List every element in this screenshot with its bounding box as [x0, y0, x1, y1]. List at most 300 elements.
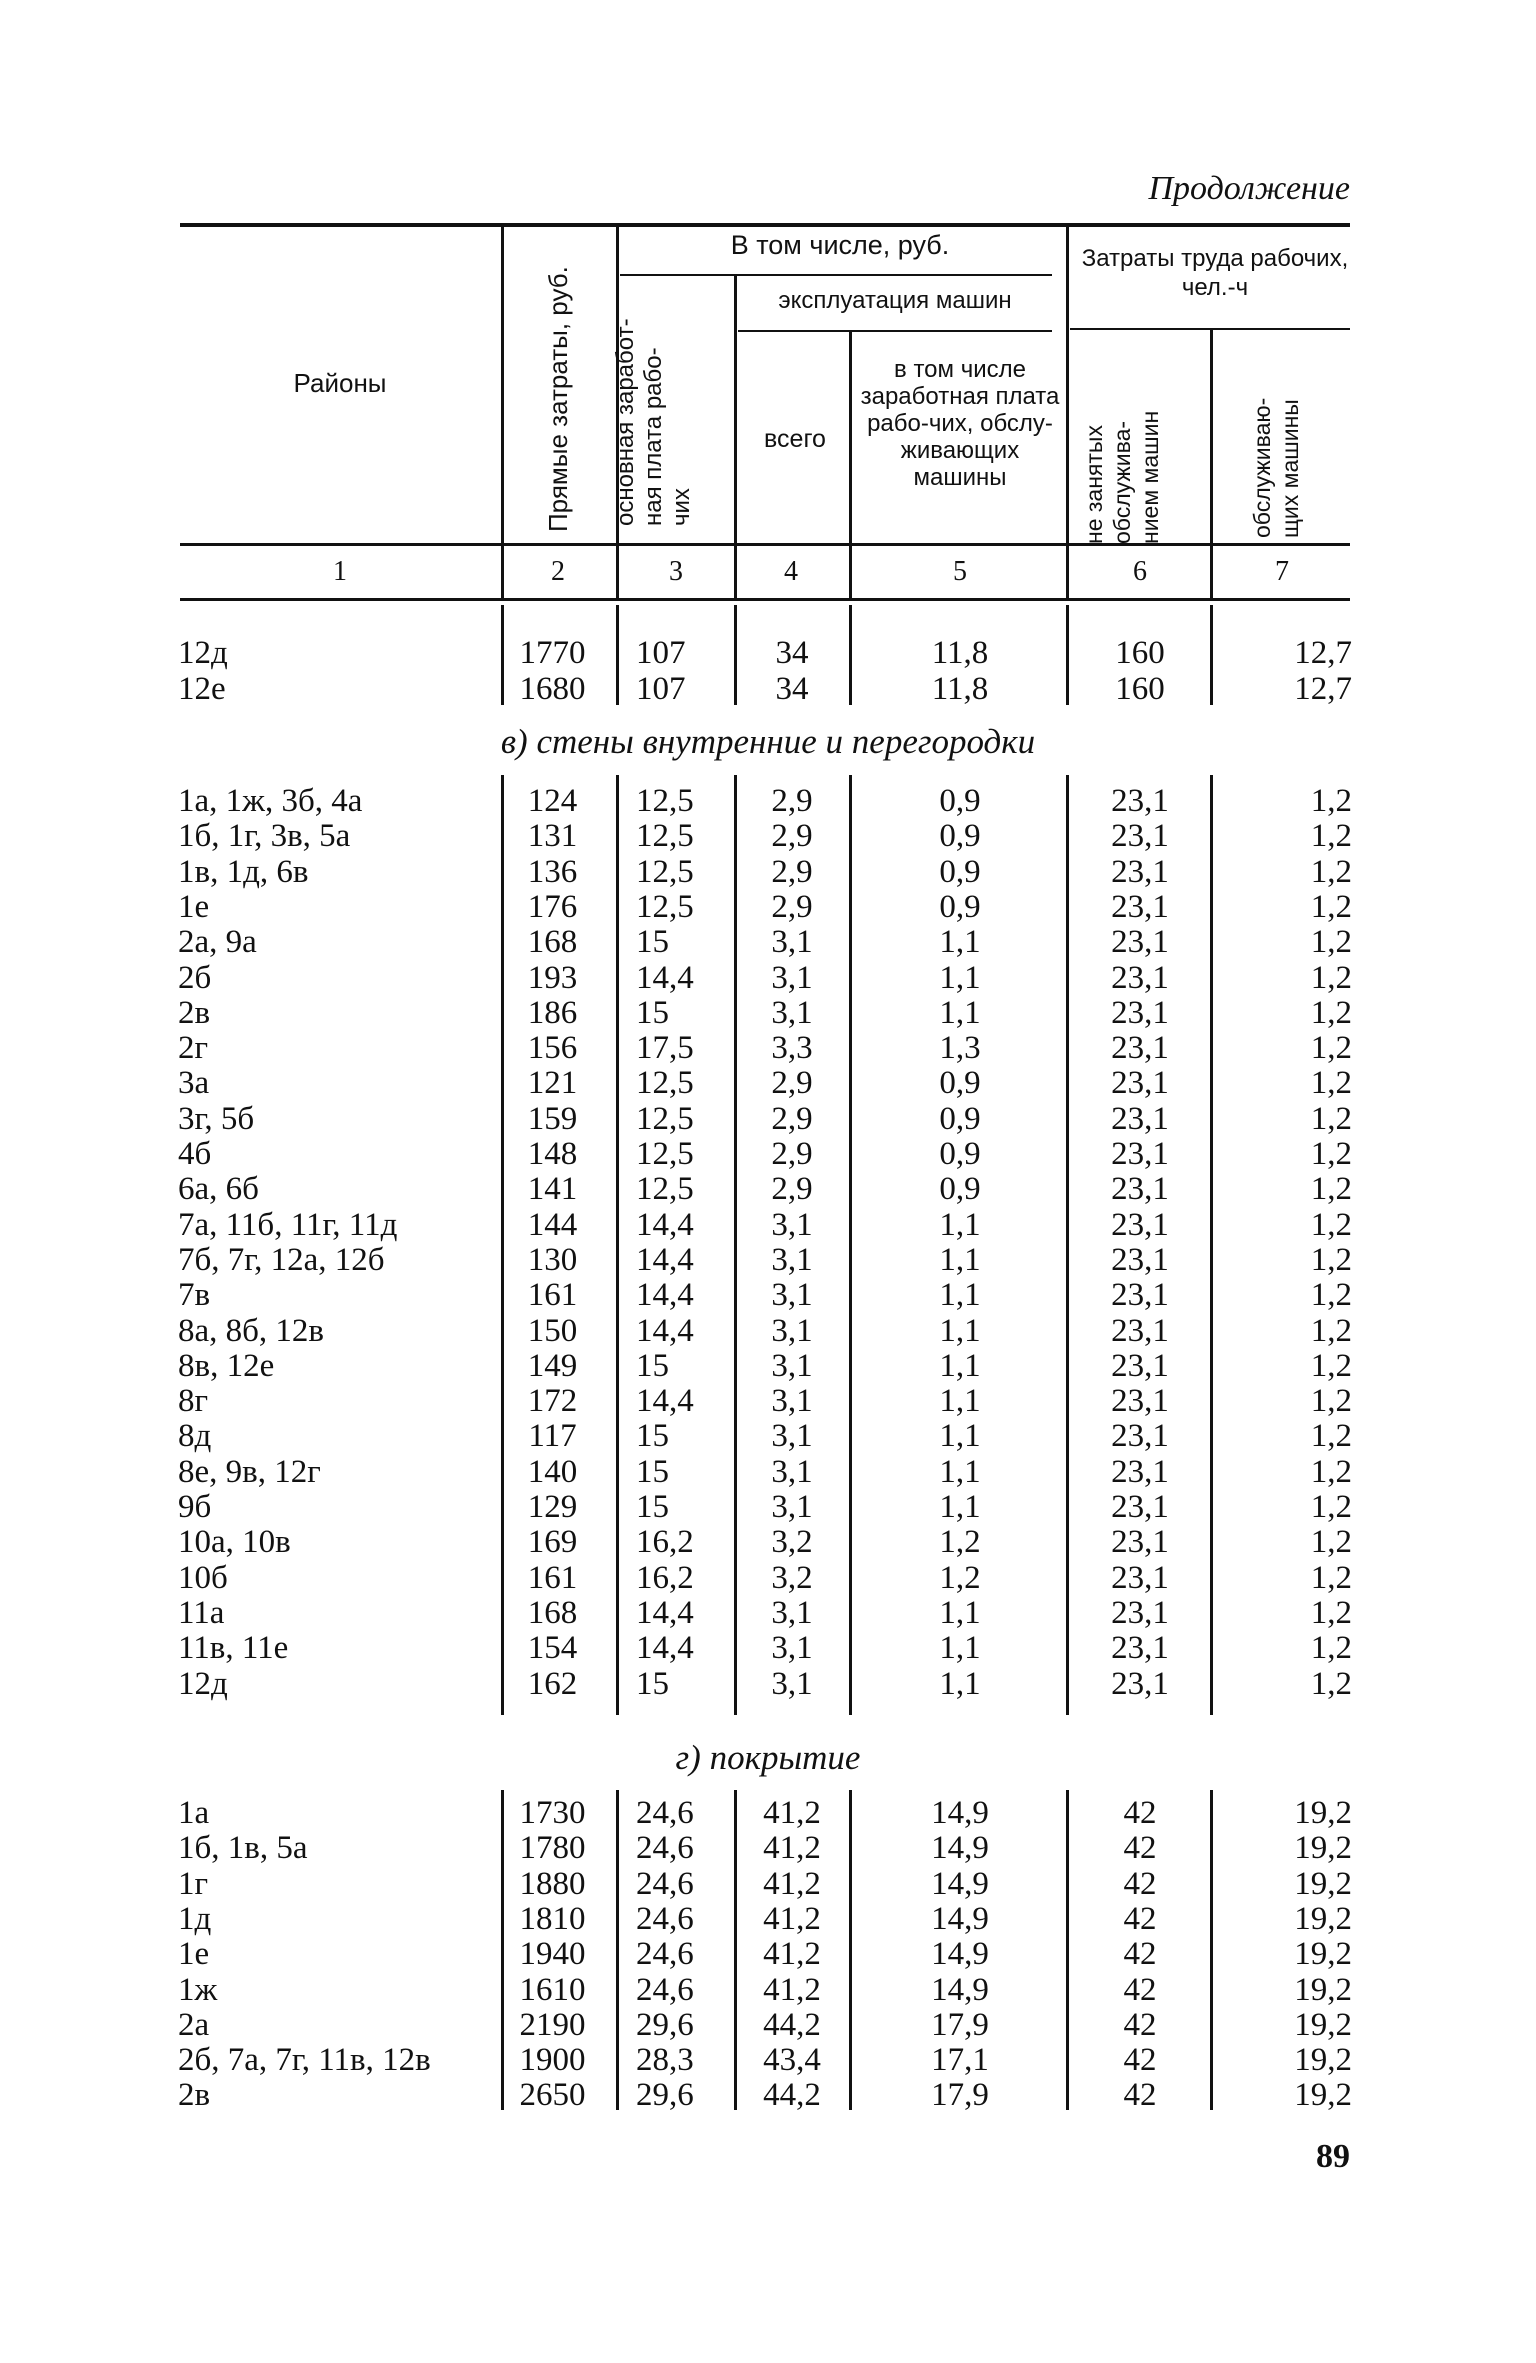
district-cell: 1е — [178, 888, 210, 925]
value-cell: 17,9 — [931, 2077, 989, 2114]
value-cell: 17,5 — [636, 1030, 694, 1067]
value-cell: 23,1 — [1111, 1524, 1169, 1561]
value-cell: 11,8 — [931, 635, 989, 671]
value-cell: 14,4 — [636, 1312, 694, 1349]
district-cell: 2в — [178, 994, 211, 1031]
district-cell: 1а — [178, 1795, 210, 1831]
value-cell: 3,1 — [771, 1453, 813, 1490]
value-cell: 1,2 — [1310, 1136, 1352, 1172]
page-number: 89 — [1316, 2138, 1350, 2175]
value-cell: 12,5 — [636, 1136, 694, 1172]
district-cell: 1б, 1г, 3в, 5а — [178, 818, 351, 855]
value-cell: 1,2 — [1310, 1206, 1352, 1243]
value-cell: 2,9 — [771, 1136, 813, 1172]
value-cell: 1,2 — [1310, 1665, 1352, 1702]
value-cell: 15 — [636, 1665, 669, 1702]
value-cell: 19,2 — [1294, 1900, 1352, 1937]
table-row — [0, 1102, 1536, 1137]
value-cell: 41,2 — [763, 1936, 821, 1973]
value-cell: 1,1 — [939, 1453, 981, 1490]
value-cell: 2,9 — [771, 783, 813, 819]
value-cell: 17,1 — [931, 2042, 989, 2079]
value-cell: 1,1 — [939, 1347, 981, 1384]
value-cell: 14,4 — [636, 1206, 694, 1243]
value-cell: 23,1 — [1111, 1312, 1169, 1349]
header-bottom-rule — [180, 543, 1350, 546]
value-cell: 1730 — [519, 1795, 586, 1831]
value-cell: 1,1 — [939, 1665, 981, 1702]
value-cell: 186 — [527, 994, 578, 1031]
value-cell: 12,7 — [1294, 670, 1352, 707]
header-machine-wage: в том числе заработная плата рабо-чих, обслу-живающих машины — [860, 356, 1060, 491]
district-cell: 1е — [178, 1936, 210, 1973]
value-cell: 1,1 — [939, 1489, 981, 1525]
table-row — [0, 1867, 1536, 1902]
value-cell: 1,2 — [1310, 1418, 1352, 1455]
value-cell: 42 — [1123, 2042, 1157, 2079]
value-cell: 1,2 — [1310, 1524, 1352, 1561]
table-row — [0, 1937, 1536, 1972]
value-cell: 23,1 — [1111, 1206, 1169, 1243]
district-cell: 7б, 7г, 12а, 12б — [178, 1241, 385, 1278]
value-cell: 16,2 — [636, 1559, 694, 1596]
value-cell: 1,1 — [939, 994, 981, 1031]
value-cell: 1,1 — [939, 1277, 981, 1314]
value-cell: 23,1 — [1111, 1383, 1169, 1420]
value-cell: 1,2 — [1310, 1312, 1352, 1349]
value-cell: 1,1 — [939, 1383, 981, 1420]
value-cell: 3,3 — [771, 1030, 813, 1067]
district-cell: 8г — [178, 1383, 209, 1420]
district-cell: 8в, 12е — [178, 1347, 275, 1384]
value-cell: 2,9 — [771, 853, 813, 890]
district-cell: 1г — [178, 1865, 209, 1902]
value-cell: 14,4 — [636, 959, 694, 996]
value-cell: 1,2 — [1310, 994, 1352, 1031]
value-cell: 0,9 — [939, 1171, 981, 1208]
table-row — [0, 1631, 1536, 1666]
value-cell: 12,5 — [636, 888, 694, 925]
value-cell: 42 — [1123, 1795, 1157, 1831]
value-cell: 19,2 — [1294, 1830, 1352, 1867]
value-cell: 23,1 — [1111, 1630, 1169, 1667]
table-row — [0, 1384, 1536, 1419]
value-cell: 1,2 — [1310, 1630, 1352, 1667]
value-cell: 34 — [775, 670, 809, 707]
value-cell: 34 — [775, 635, 809, 671]
column-numbers-rule — [180, 598, 1350, 601]
header-divider — [849, 330, 852, 599]
column-number: 7 — [1275, 556, 1289, 587]
value-cell: 42 — [1123, 1865, 1157, 1902]
value-cell: 156 — [527, 1030, 578, 1067]
table-row — [0, 1243, 1536, 1278]
value-cell: 12,7 — [1294, 635, 1352, 671]
value-cell: 0,9 — [939, 1100, 981, 1137]
value-cell: 131 — [527, 818, 578, 855]
value-cell: 3,1 — [771, 959, 813, 996]
district-cell: 12д — [178, 1665, 228, 1702]
value-cell: 0,9 — [939, 888, 981, 925]
value-cell: 1,2 — [1310, 1594, 1352, 1631]
value-cell: 176 — [527, 888, 578, 925]
header-total: всего — [764, 425, 826, 453]
value-cell: 3,1 — [771, 1241, 813, 1278]
district-cell: 2а, 9а — [178, 924, 257, 961]
table-row — [0, 1455, 1536, 1490]
table-row — [0, 855, 1536, 890]
header-group-rub: В том числе, руб. — [730, 230, 950, 260]
value-cell: 24,6 — [636, 1900, 694, 1937]
value-cell: 1940 — [519, 1936, 586, 1973]
column-number: 1 — [333, 556, 347, 587]
header-not-servicing: не занятых обслужива- нием машин — [1081, 410, 1163, 544]
table-row — [0, 1796, 1536, 1831]
section-g-title: г) покрытие — [675, 1738, 861, 1777]
table-row — [0, 1066, 1536, 1101]
value-cell: 23,1 — [1111, 1665, 1169, 1702]
district-cell: 7а, 11б, 11г, 11д — [178, 1206, 398, 1243]
value-cell: 14,4 — [636, 1383, 694, 1420]
value-cell: 3,1 — [771, 1594, 813, 1631]
district-cell: 10а, 10в — [178, 1524, 291, 1561]
value-cell: 23,1 — [1111, 1489, 1169, 1525]
value-cell: 193 — [527, 959, 578, 996]
district-cell: 12е — [178, 670, 226, 707]
value-cell: 2,9 — [771, 818, 813, 855]
value-cell: 149 — [527, 1347, 578, 1384]
value-cell: 1,1 — [939, 924, 981, 961]
header-top-rule — [180, 223, 1350, 227]
value-cell: 1780 — [519, 1830, 586, 1867]
value-cell: 24,6 — [636, 1865, 694, 1902]
value-cell: 168 — [527, 1594, 578, 1631]
value-cell: 44,2 — [763, 2077, 821, 2114]
value-cell: 1,2 — [1310, 1347, 1352, 1384]
district-cell: 2б — [178, 959, 212, 996]
district-cell: 8е, 9в, 12г — [178, 1453, 321, 1490]
value-cell: 1,2 — [939, 1559, 981, 1596]
value-cell: 3,1 — [771, 1665, 813, 1702]
header-servicing: обслуживаю- щих машины — [1249, 397, 1303, 538]
district-cell: 2б, 7а, 7г, 11в, 12в — [178, 2042, 431, 2079]
district-cell: 7в — [178, 1277, 211, 1314]
value-cell: 23,1 — [1111, 1277, 1169, 1314]
value-cell: 15 — [636, 1347, 669, 1384]
value-cell: 19,2 — [1294, 1865, 1352, 1902]
value-cell: 42 — [1123, 2006, 1157, 2043]
value-cell: 169 — [527, 1524, 578, 1561]
value-cell: 3,1 — [771, 1206, 813, 1243]
header-group-labor: Затраты труда рабочих, чел.-ч — [1081, 245, 1349, 301]
column-number: 6 — [1133, 556, 1147, 587]
value-cell: 107 — [636, 670, 686, 707]
value-cell: 136 — [527, 853, 578, 890]
section-v-title: в) стены внутренние и перегородки — [500, 722, 1036, 761]
value-cell: 140 — [527, 1453, 578, 1490]
district-cell: 8д — [178, 1418, 212, 1455]
value-cell: 12,5 — [636, 1171, 694, 1208]
value-cell: 19,2 — [1294, 2042, 1352, 2079]
table-row — [0, 1031, 1536, 1066]
value-cell: 3,2 — [771, 1559, 813, 1596]
table-row — [0, 1490, 1536, 1525]
value-cell: 24,6 — [636, 1830, 694, 1867]
value-cell: 1,2 — [1310, 818, 1352, 855]
value-cell: 3,2 — [771, 1524, 813, 1561]
table-row — [0, 1902, 1536, 1937]
value-cell: 24,6 — [636, 1971, 694, 2008]
value-cell: 3,1 — [771, 924, 813, 961]
value-cell: 159 — [527, 1100, 578, 1137]
value-cell: 172 — [527, 1383, 578, 1420]
value-cell: 42 — [1123, 1900, 1157, 1937]
value-cell: 23,1 — [1111, 1171, 1169, 1208]
value-cell: 23,1 — [1111, 1418, 1169, 1455]
value-cell: 2650 — [519, 2077, 586, 2114]
value-cell: 24,6 — [636, 1936, 694, 1973]
table-row — [0, 925, 1536, 960]
value-cell: 3,1 — [771, 1312, 813, 1349]
district-cell: 3а — [178, 1065, 210, 1102]
value-cell: 0,9 — [939, 1065, 981, 1102]
value-cell: 23,1 — [1111, 1136, 1169, 1172]
value-cell: 1,2 — [1310, 1030, 1352, 1067]
continuation-label: Продолжение — [1148, 170, 1350, 207]
value-cell: 14,9 — [931, 1971, 989, 2008]
value-cell: 15 — [636, 1453, 669, 1490]
value-cell: 41,2 — [763, 1830, 821, 1867]
value-cell: 3,1 — [771, 1277, 813, 1314]
value-cell: 1,3 — [939, 1030, 981, 1067]
value-cell: 15 — [636, 994, 669, 1031]
value-cell: 23,1 — [1111, 924, 1169, 961]
value-cell: 14,9 — [931, 1865, 989, 1902]
value-cell: 1,2 — [1310, 1559, 1352, 1596]
header-direct-costs: Прямые затраты, руб. — [543, 266, 573, 532]
district-cell: 2г — [178, 1030, 209, 1067]
value-cell: 41,2 — [763, 1865, 821, 1902]
value-cell: 1,1 — [939, 1630, 981, 1667]
district-cell: 11в, 11е — [178, 1630, 289, 1667]
value-cell: 1,1 — [939, 1206, 981, 1243]
value-cell: 150 — [527, 1312, 578, 1349]
value-cell: 14,4 — [636, 1277, 694, 1314]
value-cell: 124 — [527, 783, 578, 819]
value-cell: 1,1 — [939, 959, 981, 996]
value-cell: 23,1 — [1111, 1100, 1169, 1137]
value-cell: 23,1 — [1111, 1594, 1169, 1631]
value-cell: 144 — [527, 1206, 578, 1243]
value-cell: 29,6 — [636, 2006, 694, 2043]
value-cell: 161 — [527, 1559, 578, 1596]
value-cell: 16,2 — [636, 1524, 694, 1561]
header-divider — [1066, 223, 1069, 599]
value-cell: 23,1 — [1111, 1453, 1169, 1490]
table-row — [0, 2008, 1536, 2043]
table-row — [0, 1667, 1536, 1702]
value-cell: 1,2 — [1310, 783, 1352, 819]
value-cell: 2,9 — [771, 888, 813, 925]
district-cell: 1в, 1д, 6в — [178, 853, 309, 890]
value-cell: 1,1 — [939, 1312, 981, 1349]
value-cell: 19,2 — [1294, 2077, 1352, 2114]
value-cell: 19,2 — [1294, 1795, 1352, 1831]
value-cell: 42 — [1123, 2077, 1157, 2114]
table-row — [0, 1561, 1536, 1596]
value-cell: 121 — [527, 1065, 578, 1102]
district-cell: 1д — [178, 1900, 212, 1937]
header-base-wage: основная заработ- ная плата рабо- чих — [612, 318, 695, 526]
value-cell: 0,9 — [939, 1136, 981, 1172]
value-cell: 3,1 — [771, 1418, 813, 1455]
value-cell: 154 — [527, 1630, 578, 1667]
district-cell: 2а — [178, 2006, 210, 2043]
table-row — [0, 890, 1536, 925]
value-cell: 15 — [636, 1489, 669, 1525]
value-cell: 117 — [528, 1418, 577, 1455]
value-cell: 1900 — [519, 2042, 586, 2079]
value-cell: 1,2 — [1310, 888, 1352, 925]
value-cell: 1,2 — [1310, 1065, 1352, 1102]
value-cell: 14,9 — [931, 1795, 989, 1831]
value-cell: 1,2 — [1310, 1100, 1352, 1137]
value-cell: 0,9 — [939, 783, 981, 819]
value-cell: 11,8 — [931, 670, 989, 707]
value-cell: 42 — [1123, 1971, 1157, 2008]
value-cell: 41,2 — [763, 1900, 821, 1937]
value-cell: 12,5 — [636, 818, 694, 855]
value-cell: 28,3 — [636, 2042, 694, 2079]
value-cell: 129 — [527, 1489, 578, 1525]
table-row — [0, 1419, 1536, 1454]
table-row — [0, 1314, 1536, 1349]
value-cell: 1,2 — [1310, 1489, 1352, 1525]
header-divider — [501, 223, 504, 599]
value-cell: 24,6 — [636, 1795, 694, 1831]
value-cell: 23,1 — [1111, 783, 1169, 819]
table-row — [0, 1349, 1536, 1384]
value-cell: 15 — [636, 924, 669, 961]
value-cell: 2,9 — [771, 1065, 813, 1102]
value-cell: 42 — [1123, 1830, 1157, 1867]
district-cell: 1б, 1в, 5а — [178, 1830, 308, 1867]
value-cell: 141 — [527, 1171, 578, 1208]
header-group-machines: эксплуатация машин — [778, 287, 1012, 314]
value-cell: 14,9 — [931, 1900, 989, 1937]
value-cell: 1,2 — [1310, 959, 1352, 996]
table-row — [0, 784, 1536, 819]
value-cell: 14,4 — [636, 1630, 694, 1667]
value-cell: 14,9 — [931, 1936, 989, 1973]
value-cell: 42 — [1123, 1936, 1157, 1973]
value-cell: 14,4 — [636, 1241, 694, 1278]
value-cell: 29,6 — [636, 2077, 694, 2114]
value-cell: 2,9 — [771, 1100, 813, 1137]
value-cell: 14,4 — [636, 1594, 694, 1631]
header-districts: Районы — [293, 368, 387, 398]
value-cell: 148 — [527, 1136, 578, 1172]
value-cell: 3,1 — [771, 1630, 813, 1667]
value-cell: 3,1 — [771, 994, 813, 1031]
value-cell: 23,1 — [1111, 1559, 1169, 1596]
value-cell: 12,5 — [636, 1100, 694, 1137]
value-cell: 1810 — [519, 1900, 586, 1937]
column-number: 2 — [551, 556, 565, 587]
value-cell: 2,9 — [771, 1171, 813, 1208]
table-row — [0, 1172, 1536, 1207]
district-cell: 1ж — [178, 1971, 218, 2008]
value-cell: 23,1 — [1111, 853, 1169, 890]
value-cell: 2190 — [519, 2006, 586, 2043]
value-cell: 1,1 — [939, 1418, 981, 1455]
value-cell: 12,5 — [636, 853, 694, 890]
table-row — [0, 636, 1536, 671]
table-row — [0, 672, 1536, 707]
value-cell: 160 — [1115, 670, 1165, 707]
header-divider — [734, 276, 737, 599]
value-cell: 19,2 — [1294, 1936, 1352, 1973]
table-row — [0, 2043, 1536, 2078]
table-row — [0, 2078, 1536, 2113]
value-cell: 41,2 — [763, 1795, 821, 1831]
value-cell: 23,1 — [1111, 959, 1169, 996]
value-cell: 23,1 — [1111, 1241, 1169, 1278]
value-cell: 1,2 — [1310, 1277, 1352, 1314]
value-cell: 15 — [636, 1418, 669, 1455]
value-cell: 1770 — [519, 635, 586, 671]
value-cell: 1,2 — [1310, 1171, 1352, 1208]
district-cell: 9б — [178, 1489, 212, 1525]
value-cell: 44,2 — [763, 2006, 821, 2043]
value-cell: 107 — [636, 635, 686, 671]
value-cell: 23,1 — [1111, 994, 1169, 1031]
column-number: 4 — [784, 556, 798, 587]
value-cell: 1680 — [519, 670, 586, 707]
value-cell: 1,2 — [1310, 1453, 1352, 1490]
value-cell: 17,9 — [931, 2006, 989, 2043]
value-cell: 1,2 — [1310, 1383, 1352, 1420]
value-cell: 161 — [527, 1277, 578, 1314]
table-row — [0, 1208, 1536, 1243]
value-cell: 160 — [1115, 635, 1165, 671]
value-cell: 3,1 — [771, 1347, 813, 1384]
district-cell: 12д — [178, 635, 228, 671]
value-cell: 43,4 — [763, 2042, 821, 2079]
value-cell: 23,1 — [1111, 1030, 1169, 1067]
value-cell: 162 — [527, 1665, 578, 1702]
district-cell: 8а, 8б, 12в — [178, 1312, 325, 1349]
value-cell: 1,1 — [939, 1241, 981, 1278]
column-number: 5 — [953, 556, 967, 587]
value-cell: 1,2 — [1310, 1241, 1352, 1278]
table-row — [0, 819, 1536, 854]
value-cell: 14,9 — [931, 1830, 989, 1867]
value-cell: 0,9 — [939, 853, 981, 890]
value-cell: 23,1 — [1111, 818, 1169, 855]
value-cell: 19,2 — [1294, 2006, 1352, 2043]
table-row — [0, 1137, 1536, 1172]
value-cell: 12,5 — [636, 783, 694, 819]
table-row — [0, 961, 1536, 996]
value-cell: 3,1 — [771, 1383, 813, 1420]
value-cell: 41,2 — [763, 1971, 821, 2008]
district-cell: 3г, 5б — [178, 1100, 255, 1137]
value-cell: 0,9 — [939, 818, 981, 855]
value-cell: 130 — [527, 1241, 578, 1278]
value-cell: 19,2 — [1294, 1971, 1352, 2008]
value-cell: 1880 — [519, 1865, 586, 1902]
